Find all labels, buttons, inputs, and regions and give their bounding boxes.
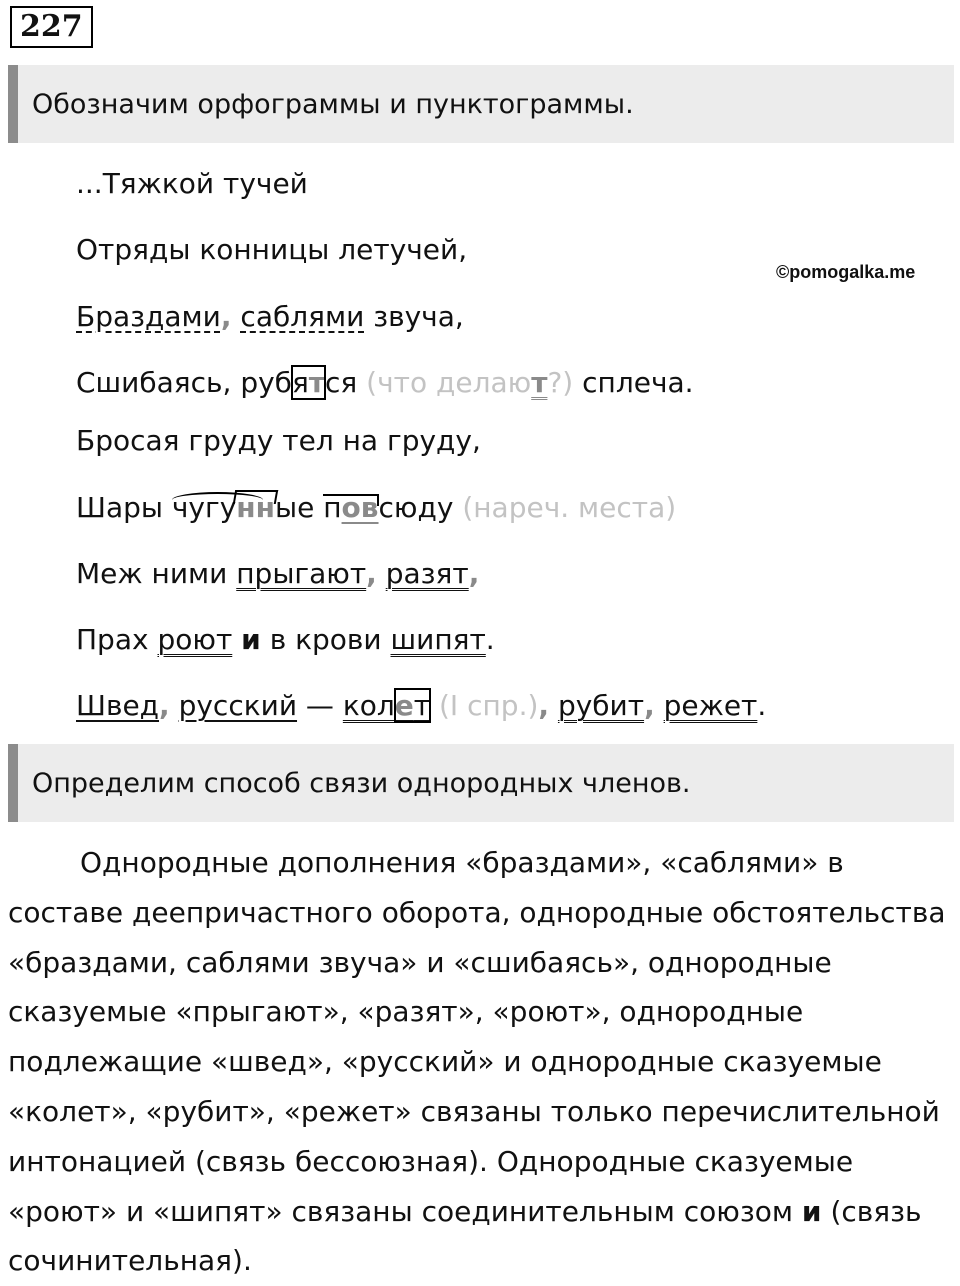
- punctuation-comma: ,: [538, 689, 550, 722]
- space: [377, 557, 386, 590]
- line-text: Прах: [76, 623, 158, 656]
- line-text: сплеча.: [573, 366, 694, 399]
- poem-line-1: ...Тяжкой тучей: [76, 167, 308, 200]
- punctuation-comma: ,: [468, 557, 480, 590]
- poem-line-6: [76, 488, 676, 528]
- homogeneous-predicate: [343, 689, 430, 722]
- adverb-note: (нареч. места): [462, 491, 677, 524]
- orthogram-letter: я: [291, 366, 309, 399]
- homogeneous-object: саблями: [240, 300, 365, 333]
- line-text: Шары: [76, 491, 172, 524]
- punctuation-comma: ,: [366, 557, 377, 590]
- word-part: чугу: [171, 491, 237, 524]
- homogeneous-subject: Швед: [76, 689, 160, 722]
- poem-line-8: [76, 620, 495, 660]
- homogeneous-predicate: режет: [663, 689, 758, 722]
- suffix-orthogram: нн: [236, 488, 275, 528]
- section-header-homogeneous: [8, 744, 954, 822]
- poem-line-5: Бросая груду тел на груду,: [76, 424, 481, 457]
- line-text: .: [485, 623, 495, 656]
- conjunction: и: [801, 1194, 822, 1228]
- section-title: Обозначим орфограммы и пунктограммы.: [32, 88, 634, 120]
- word-part: п: [323, 491, 342, 524]
- task-number: 227: [10, 6, 93, 48]
- punctuation-comma: ,: [159, 689, 170, 722]
- poem-line-9: [76, 686, 766, 726]
- orthogram-letter: е: [394, 689, 414, 722]
- watermark: ©pomogalka.me: [776, 262, 916, 282]
- homogeneous-predicate: рубит: [557, 689, 645, 722]
- space: [232, 623, 241, 656]
- homogeneous-predicate: прыгают: [236, 557, 367, 590]
- prefix-orthogram: ов: [341, 491, 379, 524]
- word-part: ые: [275, 491, 324, 524]
- homogeneous-predicate: роют: [157, 623, 233, 656]
- section-header-orthograms: [8, 65, 954, 143]
- word-part: сюду: [378, 491, 463, 524]
- paragraph-text: (связь сочинительная).: [8, 1194, 922, 1278]
- line-text: Сшибаясь, руб: [76, 366, 292, 399]
- homogeneous-predicate: разят: [385, 557, 469, 590]
- dash: —: [297, 689, 343, 722]
- homogeneous-subject: русский: [178, 689, 298, 722]
- line-text: в крови: [260, 623, 391, 656]
- space: [655, 689, 664, 722]
- section-title: Определим способ связи однородных членов.: [32, 767, 691, 799]
- line-text: ся: [325, 366, 367, 399]
- root-arc: [172, 488, 275, 528]
- explanation-paragraph: [8, 838, 958, 1286]
- paragraph: [8, 838, 958, 1286]
- poem-line-2: Отряды конницы летучей,: [76, 233, 468, 266]
- space: [170, 689, 179, 722]
- conjunction: и: [241, 623, 261, 656]
- line-text: .: [757, 689, 767, 722]
- punctuation-comma: ,: [644, 689, 655, 722]
- question-note: (что делаю: [366, 366, 532, 399]
- space: [549, 689, 558, 722]
- poem-line-7: [76, 554, 479, 594]
- homogeneous-object: Браздами: [76, 300, 221, 333]
- orthogram-letter: т: [308, 366, 326, 399]
- paragraph-text: Однородные дополнения «браздами», «саблями» в составе деепричастного оборота, однородные обстоятельства «браздами, саблями звуча» и «сшибаясь», однородные сказуемые «прыгают», «разят», «роют», однородные подлежащие «швед», «русский» и однородные сказуемые «колет», «рубит», «режет» связаны только перечислительной интонацией (связь бессоюзная). Однородные сказуемые «роют» и «шипят» связаны соединительным союзом: [8, 846, 946, 1228]
- orthogram-box: [395, 689, 430, 722]
- poem-line-3: [76, 297, 464, 337]
- word-part: кол: [342, 689, 395, 722]
- question-letter: т: [531, 366, 548, 399]
- punctuation-comma: ,: [220, 300, 232, 333]
- line-text: звуча,: [364, 300, 464, 333]
- conjugation-note: (I спр.): [430, 689, 539, 722]
- orthogram-box: [292, 366, 325, 399]
- question-note: ?): [547, 366, 574, 399]
- prefix-mark: [323, 488, 378, 528]
- poem-line-4: [76, 363, 694, 403]
- orthogram-letter: т: [413, 689, 431, 722]
- line-text: Меж ними: [76, 557, 237, 590]
- homogeneous-predicate: шипят: [390, 623, 486, 656]
